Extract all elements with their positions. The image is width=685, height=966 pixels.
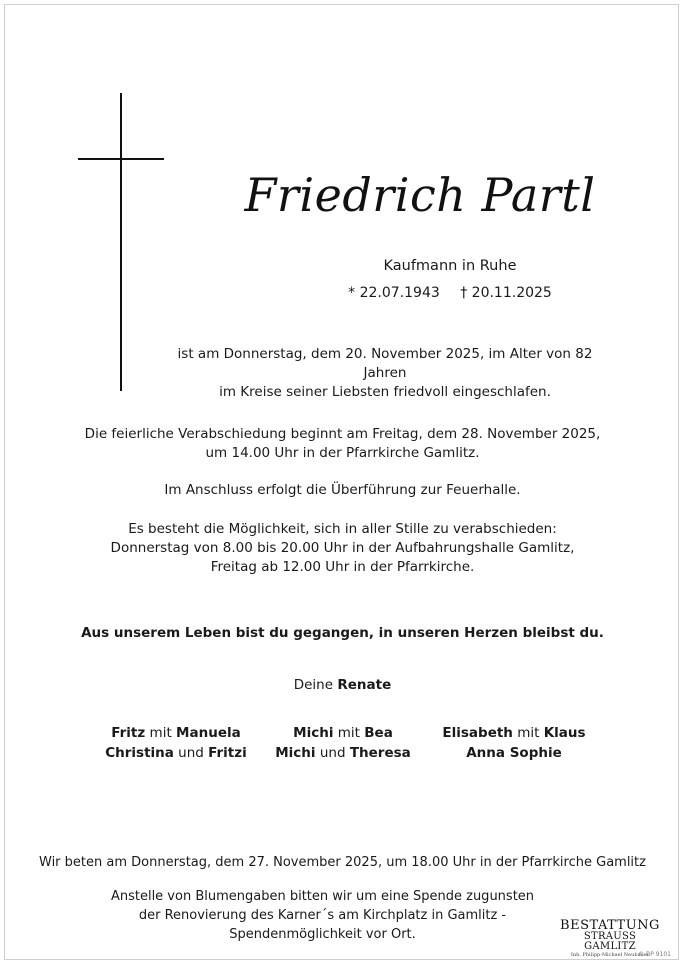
death-notice: ist am Donnerstag, dem 20. November 2025, im Alter von 82 Jahren im Kreise seiner Liebsten friedvoll eingeschlafen. <box>177 346 593 400</box>
viewing-info: Es besteht die Möglichkeit, sich in aller Stille zu verabschieden: Donnerstag von 8.00 bis 20.00 Uhr in der Aufbahrungshalle Gamlitz, Freitag ab 12.00 Uhr in der Pfarrkirche. <box>110 521 575 575</box>
funeral-home-logo: BESTATTUNG STRAUSS GAMLITZ Inh. Philipp-Michael Neubauer <box>560 918 660 958</box>
death-date: † 20.11.2025 <box>460 285 552 301</box>
birth-date: * 22.07.1943 <box>348 285 440 301</box>
life-dates <box>270 284 630 303</box>
donation-info: Anstelle von Blumengaben bitten wir um eine Spende zugunsten der Renovierung des Karner´s am Kirchplatz in Gamlitz - Spendenmöglichkeit vor Ort. <box>110 889 535 942</box>
farewell-info: Die feierliche Verabschiedung beginnt am Freitag, dem 28. November 2025, um 14.00 Uhr in der Pfarrkirche Gamlitz. <box>84 426 601 461</box>
deceased-name: Friedrich Partl <box>244 168 596 222</box>
cross-vertical-beam <box>120 93 122 391</box>
prayer-info: Wir beten am Donnerstag, dem 27. November 2025, um 18.00 Uhr in der Pfarrkirche Gamlitz <box>39 855 646 870</box>
family-group-3: Elisabeth mit Klaus Anna Sophie <box>442 725 586 761</box>
family-group-1: Fritz mit Manuela Christina und Fritzi <box>105 725 247 761</box>
subtitle: Kaufmann in Ruhe <box>383 258 517 274</box>
cross-horizontal-beam <box>78 158 164 160</box>
family-group-2: Michi mit Bea Michi und Theresa <box>275 725 411 761</box>
document-code: © BP 9101 <box>638 951 671 958</box>
motto: Aus unserem Leben bist du gegangen, in unseren Herzen bleibst du. <box>81 625 604 641</box>
transfer-info: Im Anschluss erfolgt die Überführung zur Feuerhalle. <box>164 482 521 498</box>
wife-line: Deine Renate <box>293 677 392 693</box>
